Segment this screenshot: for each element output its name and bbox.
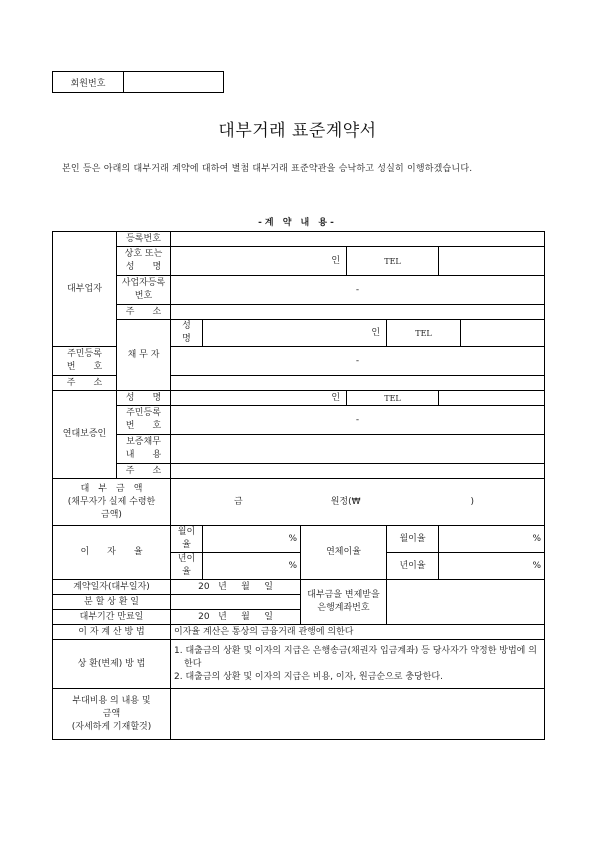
lender-address-label: 주 소 — [117, 305, 171, 320]
installment-date-label: 분 할 상 환 일 — [53, 595, 171, 610]
lender-tel-label: TEL — [347, 247, 439, 276]
guarantor-tel-label: TEL — [347, 391, 439, 406]
repay-account-label: 대부금을 변제받을 은행계좌번호 — [301, 580, 387, 625]
debtor-tel-label: TEL — [387, 320, 461, 347]
lender-name-label: 상호 또는 성 명 — [117, 247, 171, 276]
repay-account-field[interactable] — [387, 580, 545, 625]
expiry-date-field[interactable]: 20 년 월 일 — [171, 610, 301, 625]
monthly-rate-field[interactable]: % — [203, 526, 301, 553]
overdue-yearly-field[interactable]: % — [439, 553, 545, 580]
contract-table — [52, 231, 545, 740]
debtor-group-label: 채 무 자 — [117, 320, 171, 391]
interest-rate-label: 이 자 율 — [53, 526, 171, 580]
member-number-field[interactable] — [124, 72, 223, 92]
guarantor-address-label: 주 소 — [117, 464, 171, 479]
lender-biz-no-label: 사업자등록 번호 — [117, 276, 171, 305]
intro-text: 본인 등은 아래의 대부거래 계약에 대하여 별첨 대부거래 표준약관을 승낙하고 성실히 이행하겠습니다. — [62, 164, 473, 174]
seal-mark: 인 — [331, 255, 341, 266]
overdue-monthly-field[interactable]: % — [439, 526, 545, 553]
interest-calc-label: 이 자 계 산 방 법 — [53, 625, 171, 640]
guarantor-group-label: 연대보증인 — [53, 391, 117, 479]
overdue-rate-label: 연체이율 — [301, 526, 387, 580]
debtor-address-field[interactable] — [171, 376, 545, 391]
guarantor-guarantee-label: 보증채무 내 용 — [117, 435, 171, 464]
overdue-yearly-label: 년이율 — [387, 553, 439, 580]
debtor-id-label: 주민등록 번 호 — [53, 347, 117, 376]
debtor-tel-field[interactable] — [461, 320, 545, 347]
loan-amount-field[interactable]: 금 원정(₩ ) — [171, 479, 545, 526]
section-title: -계 약 내 용- — [258, 218, 337, 228]
lender-tel-field[interactable] — [439, 247, 545, 276]
guarantor-id-field[interactable]: - — [171, 406, 545, 435]
repayment-item-2: 2. 대출금의 상환 및 이자의 지급은 비용, 이자, 원금순으로 충당한다. — [174, 671, 443, 682]
interest-calc-field: 이자율 계산은 통상의 금융거래 관행에 의한다 — [171, 625, 545, 640]
debtor-address-label: 주 소 — [53, 376, 117, 391]
page-title: 대부거래 표준계약서 — [218, 121, 377, 141]
repayment-method-field — [171, 640, 545, 689]
installment-date-field[interactable] — [171, 595, 301, 610]
lender-address-field[interactable] — [171, 305, 545, 320]
overdue-monthly-label: 월이율 — [387, 526, 439, 553]
lender-name-field[interactable] — [171, 247, 347, 276]
debtor-id-field[interactable]: - — [171, 347, 545, 376]
guarantor-tel-field[interactable] — [439, 391, 545, 406]
lender-reg-no-label: 등록번호 — [117, 232, 171, 247]
loan-amount-label: 대 부 금 액 (채무자가 실제 수령한 금액) — [53, 479, 171, 526]
seal-mark: 인 — [331, 392, 341, 403]
lender-biz-no-field[interactable]: - — [171, 276, 545, 305]
guarantor-name-field[interactable] — [171, 391, 347, 406]
yearly-rate-label: 년이율 — [171, 553, 203, 580]
member-number-box — [52, 71, 224, 93]
debtor-name-label: 성 명 — [171, 320, 203, 347]
lender-reg-no-field[interactable] — [171, 232, 545, 247]
member-number-label: 회원번호 — [53, 72, 124, 92]
extra-cost-label: 부대비용 의 내용 및 금액 (자세하게 기재할것) — [53, 689, 171, 740]
expiry-date-label: 대부기간 만료일 — [53, 610, 171, 625]
contract-date-field[interactable]: 20 년 월 일 — [171, 580, 301, 595]
guarantor-address-field[interactable] — [171, 464, 545, 479]
yearly-rate-field[interactable]: % — [203, 553, 301, 580]
lender-group-label: 대부업자 — [53, 232, 117, 347]
guarantor-id-label: 주민등록 번 호 — [117, 406, 171, 435]
guarantor-guarantee-field[interactable] — [171, 435, 545, 464]
contract-date-label: 계약일자(대부일자) — [53, 580, 171, 595]
repayment-method-label: 상 환(변제) 방 법 — [53, 640, 171, 689]
extra-cost-field[interactable] — [171, 689, 545, 740]
seal-mark: 인 — [371, 327, 381, 338]
monthly-rate-label: 월이율 — [171, 526, 203, 553]
debtor-name-field[interactable] — [203, 320, 387, 347]
repayment-item-1: 1. 대출금의 상환 및 이자의 지급은 은행송금(채권자 입금계좌) 등 당사자가 약정한 방법에 의한다 — [174, 645, 537, 669]
guarantor-name-label: 성 명 — [117, 391, 171, 406]
